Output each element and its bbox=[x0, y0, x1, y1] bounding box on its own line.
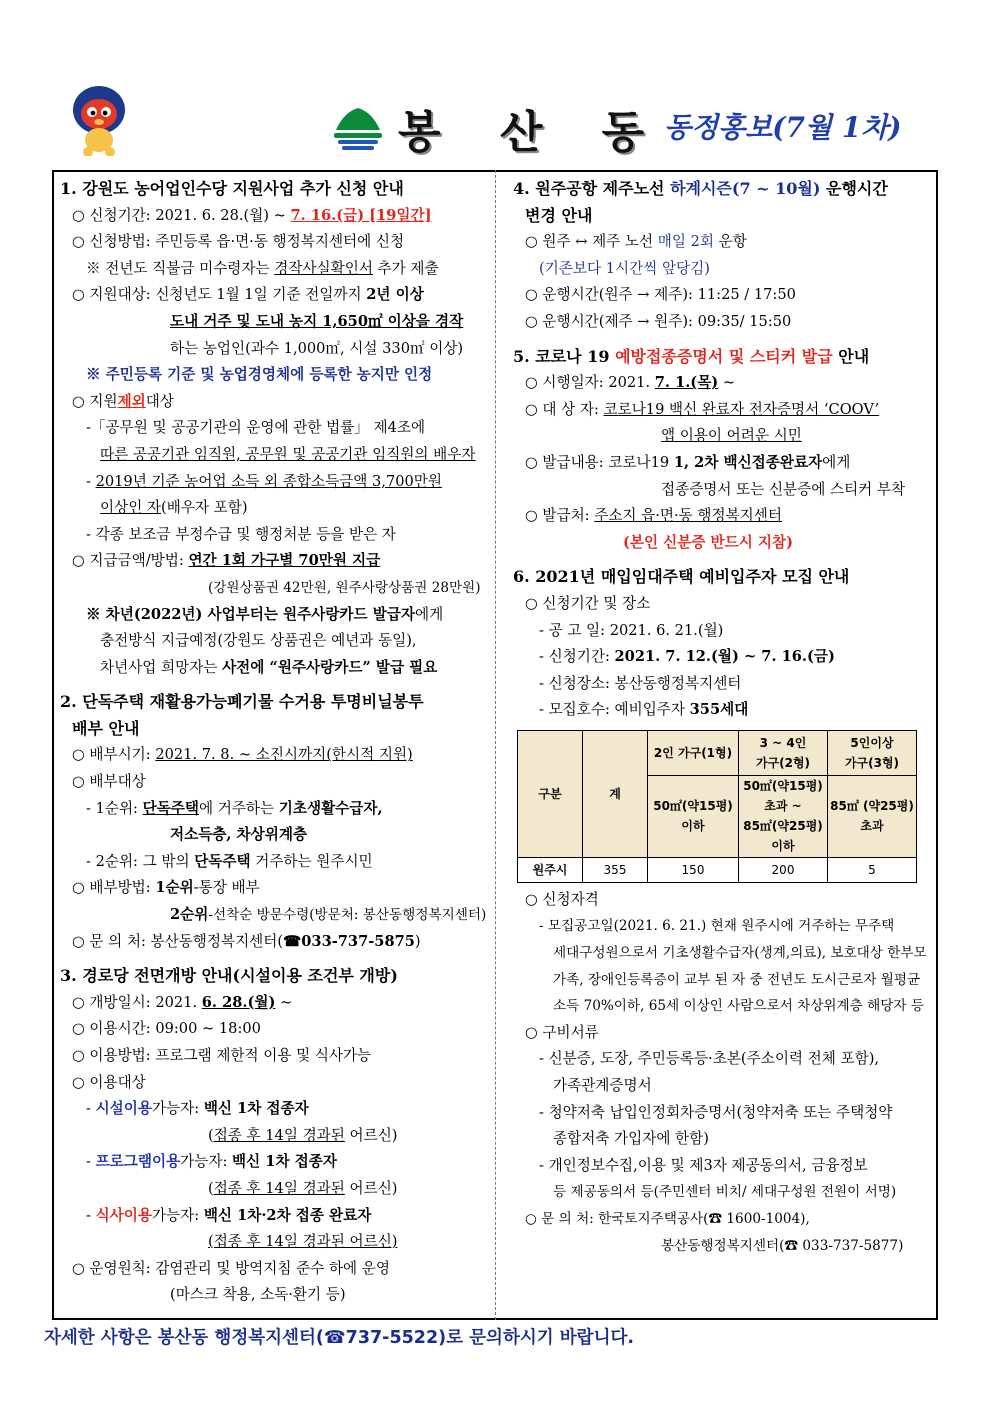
text-run: 접종증명서 또는 신분증에 스티커 부착 bbox=[661, 480, 906, 498]
text-run: 가족관계증명서 bbox=[553, 1077, 652, 1095]
text-run: 저소득층, 차상위계층 bbox=[170, 826, 308, 844]
text-line bbox=[513, 887, 931, 914]
table-header-type2: 3 ~ 4인 가구(2형) bbox=[739, 730, 828, 775]
text-run: 등 제공동의서 등(주민센터 비치/ 세대구성원 전원이 서명) bbox=[553, 1184, 897, 1201]
table-cell-region: 원주시 bbox=[518, 857, 583, 882]
text-run: - 신청장소: 봉산동행정복지센터 bbox=[539, 674, 742, 692]
text-run: 추가 제출 bbox=[372, 259, 439, 277]
text-line bbox=[60, 522, 490, 549]
text-run: ○ 문 의 처: 한국토지주택공사(☎ 1600-1004), bbox=[525, 1211, 810, 1227]
text-run: ○ 배부방법: bbox=[72, 879, 156, 897]
text-run: - 모집호수: 예비입주자 bbox=[539, 701, 690, 719]
text-line bbox=[60, 256, 490, 283]
text-run: ○ 이용방법: 프로그램 제한적 이용 및 식사가능 bbox=[72, 1047, 372, 1064]
text-run: (기존보다 1시간씩 앞당김) bbox=[539, 259, 710, 277]
text-line bbox=[60, 362, 490, 389]
text-run: 6. 2021년 매입임대주택 예비입주자 모집 안내 bbox=[513, 567, 850, 587]
text-line bbox=[60, 1070, 490, 1097]
text-run: - 1순위: bbox=[86, 799, 143, 817]
text-run: 세대구성원으로서 기초생활수급자(생계,의료), 보호대상 한부모 bbox=[553, 945, 927, 962]
text-run: - 청약저축 납입인정회차증명서(청약저축 또는 주택청약 bbox=[539, 1103, 893, 1121]
table-size-type3: 85㎡ (약25평) 초과 bbox=[828, 775, 917, 857]
text-run: ○ 원주 ↔ 제주 노선 bbox=[525, 233, 658, 251]
section-gap bbox=[60, 955, 490, 963]
text-run: 이상인 자 bbox=[100, 499, 162, 517]
text-line bbox=[60, 628, 490, 655]
text-run: - bbox=[86, 1206, 96, 1224]
text-run: ~ bbox=[275, 993, 293, 1011]
text-line bbox=[60, 902, 490, 929]
section-heading bbox=[513, 176, 931, 203]
text-run: 단독주택 bbox=[194, 852, 251, 870]
text-run: - 각종 보조금 부정수급 및 행정처분 등을 받은 자 bbox=[86, 525, 396, 543]
text-run: 1. 강원도 농어업인수당 지원사업 추가 신청 안내 bbox=[60, 179, 404, 198]
text-line bbox=[60, 389, 490, 416]
text-run: ( bbox=[208, 1179, 214, 1197]
text-run: 매일 2회 bbox=[657, 233, 714, 251]
text-line bbox=[513, 309, 931, 336]
table-header-type3: 5인이상 가구(3형) bbox=[828, 730, 917, 775]
text-line bbox=[60, 336, 490, 363]
text-run: (본인 신분증 반드시 지참) bbox=[623, 533, 794, 551]
text-run: 에게 bbox=[822, 453, 851, 471]
text-run: - 공 고 일: 2021. 6. 21.(월) bbox=[539, 621, 724, 639]
text-run: - 2순위: 그 밖의 bbox=[86, 852, 195, 870]
text-line bbox=[60, 1203, 490, 1230]
text-run: 에게 bbox=[415, 605, 444, 623]
table-header-total: 계 bbox=[583, 730, 648, 857]
text-line bbox=[513, 591, 931, 618]
table-header-gubun: 구분 bbox=[518, 730, 583, 857]
section-gap bbox=[60, 681, 490, 689]
text-line bbox=[60, 1282, 490, 1309]
text-run: 시설이용 bbox=[95, 1100, 152, 1118]
text-run: -선착순 방문수령(방문처: 봉산동행정복지센터) bbox=[208, 907, 487, 924]
text-line bbox=[60, 929, 490, 956]
text-line bbox=[513, 282, 931, 309]
text-run: 5. 코로나 19 bbox=[513, 346, 616, 366]
text-run: 에 거주하는 bbox=[199, 799, 279, 817]
text-line bbox=[513, 450, 931, 477]
text-line bbox=[513, 1126, 931, 1153]
text-run: ○ 신청자격 bbox=[525, 890, 599, 908]
text-line bbox=[513, 940, 931, 967]
text-run: ○ 시행일자: 2021. bbox=[525, 374, 655, 392]
text-line bbox=[60, 602, 490, 629]
text-run: ○ 구비서류 bbox=[525, 1023, 599, 1041]
text-run: 백신 1차·2차 접종 완료자 bbox=[203, 1206, 372, 1224]
text-run: ○ 운행시간(원주 → 제주): 11:25 / 17:50 bbox=[525, 286, 796, 304]
text-run: 코로나19 백신 완료자 전자증명서 ‘COOV’ bbox=[603, 400, 880, 418]
page-subtitle: 동정홍보(7월 1차) bbox=[664, 111, 902, 144]
text-run: 예방접종증명서 및 스티커 발급 bbox=[615, 346, 833, 366]
column-divider bbox=[495, 170, 496, 1320]
text-line bbox=[513, 530, 931, 557]
text-line bbox=[60, 1096, 490, 1123]
text-run: 백신 1차 접종자 bbox=[232, 1153, 337, 1171]
text-line bbox=[513, 1046, 931, 1073]
text-line bbox=[513, 370, 931, 397]
text-line bbox=[60, 1256, 490, 1283]
text-run: 거주하는 원주시민 bbox=[250, 852, 373, 870]
section-heading bbox=[60, 689, 490, 716]
text-run: 백신 1차 접종자 bbox=[203, 1100, 309, 1118]
text-line bbox=[60, 203, 490, 230]
text-line bbox=[60, 796, 490, 823]
text-line bbox=[513, 913, 931, 940]
text-line bbox=[60, 442, 490, 469]
text-run: 가족, 장애인등록증이 교부 된 자 중 전년도 도시근로자 월평균 bbox=[553, 971, 921, 988]
right-column-top bbox=[513, 176, 931, 724]
text-run: ○ 발급처: bbox=[525, 507, 595, 525]
text-run: ○ 지원 bbox=[72, 392, 118, 410]
section-gap bbox=[513, 556, 931, 564]
text-run: 2. 단독주택 재활용가능폐기물 수거용 투명비닐봉투 bbox=[60, 692, 424, 712]
text-run: 6. 28.(월) bbox=[201, 993, 276, 1011]
title-wrap bbox=[332, 96, 666, 160]
text-line bbox=[513, 1073, 931, 1100]
text-line bbox=[60, 1149, 490, 1176]
text-run: 3. 경로당 전면개방 안내(시설이용 조건부 개방) bbox=[60, 966, 398, 986]
text-line bbox=[513, 229, 931, 256]
table-header-type1: 2인 가구(1형) bbox=[648, 730, 739, 775]
table-size-type2: 50㎡(약15평) 초과 ~ 85㎡(약25평) 이하 bbox=[739, 775, 828, 857]
text-line bbox=[60, 548, 490, 575]
text-run: 대상 bbox=[145, 392, 174, 410]
text-run: 어르신) bbox=[344, 1126, 398, 1144]
section-heading bbox=[60, 176, 490, 203]
text-run: ○ 문 의 처: 봉산동행정복지센터( bbox=[72, 932, 284, 950]
text-run: ○ 배부시기: bbox=[72, 746, 156, 764]
text-line bbox=[513, 967, 931, 994]
text-run: ※ 주민등록 기준 및 농업경영체에 등록한 농지만 인정 bbox=[86, 366, 433, 384]
text-run: 1순위 bbox=[155, 879, 194, 897]
text-run: 1, 2차 백신접종완료자 bbox=[673, 453, 823, 471]
text-run: 7. 1.(목) bbox=[654, 374, 719, 392]
text-line bbox=[513, 397, 931, 424]
text-run: 하계시즌(7 ~ 10월) bbox=[670, 179, 821, 198]
text-run: 기초생활수급자, bbox=[278, 799, 383, 817]
text-run: - 모집공고일(2021. 6. 21.) 현재 원주시에 거주하는 무주택 bbox=[539, 918, 895, 935]
mascot-icon bbox=[68, 84, 130, 156]
text-run: 차년사업 희망자는 bbox=[100, 658, 223, 676]
text-run: 4. 원주공항 제주노선 bbox=[513, 179, 671, 198]
text-line bbox=[60, 849, 490, 876]
text-run: ○ 운행시간(제주 → 원주): 09:35/ 15:50 bbox=[525, 312, 792, 330]
text-run: ○ 지원대상: 신청년도 1월 1일 기준 전일까지 bbox=[72, 286, 367, 304]
right-column-bottom bbox=[513, 887, 931, 1259]
text-run: 하는 농업인(과수 1,000㎡, 시설 330㎡ 이상) bbox=[170, 339, 464, 357]
text-run: - bbox=[86, 472, 96, 490]
text-line bbox=[513, 1179, 931, 1206]
text-run: 연간 1회 가구별 70만원 지급 bbox=[188, 552, 381, 570]
text-run: 배부 안내 bbox=[72, 718, 140, 738]
text-run: 2021. 7. 12.(월) ~ 7. 16.(금) bbox=[614, 648, 835, 666]
section-heading bbox=[513, 344, 931, 371]
text-run: (마스크 착용, 소독·환기 등) bbox=[170, 1286, 346, 1304]
text-line bbox=[60, 1016, 490, 1043]
text-run: 프로그램이용 bbox=[95, 1153, 181, 1171]
text-run: 운행시간 bbox=[820, 179, 888, 198]
section-heading bbox=[513, 203, 931, 230]
text-run: 앱 이용이 어려운 시민 bbox=[661, 427, 802, 445]
text-run: ) bbox=[414, 932, 421, 950]
text-run: ○ 운영원칙: 감염관리 및 방역지침 준수 하에 운영 bbox=[72, 1259, 390, 1277]
text-run: 사전에 “원주사랑카드” 발급 필요 bbox=[222, 658, 438, 676]
text-run: ○ 발급내용: 코로나19 bbox=[525, 453, 674, 471]
text-run: 봉산동행정복지센터(☎ 033-737-5877) bbox=[661, 1237, 904, 1254]
table-cell-type2: 200 bbox=[739, 857, 828, 882]
mountain-logo-icon bbox=[332, 104, 384, 152]
text-run: 2021. 7. 8. ~ 소진시까지(한시적 지원) bbox=[155, 746, 413, 764]
text-run: 소득 70%이하, 65세 이상인 사람으로서 차상위계층 해당자 등 bbox=[553, 998, 924, 1015]
text-run: ○ 이용대상 bbox=[72, 1073, 146, 1091]
text-run: 가능자: bbox=[151, 1206, 204, 1224]
text-run: 도내 거주 및 도내 농지 1,650㎡ 이상을 경작 bbox=[170, 312, 464, 330]
text-run: (접종 후 14일 경과된 어르신) bbox=[208, 1233, 398, 1251]
text-line bbox=[513, 1020, 931, 1047]
text-line bbox=[513, 503, 931, 530]
text-run: ○ 배부대상 bbox=[72, 773, 146, 791]
table-row bbox=[518, 857, 917, 882]
text-line bbox=[60, 655, 490, 682]
section-heading bbox=[513, 564, 931, 591]
text-run: ※ 차년(2022년) 사업부터는 원주사랑카드 발급자 bbox=[86, 605, 416, 623]
text-run: 단독주택 bbox=[142, 799, 199, 817]
text-run: 어르신) bbox=[344, 1179, 398, 1197]
text-run: ( bbox=[208, 1126, 214, 1144]
text-line bbox=[60, 469, 490, 496]
text-run: ※ 전년도 직불금 미수령자는 bbox=[86, 259, 275, 277]
text-run: ○ 개방일시: 2021. bbox=[72, 993, 202, 1011]
text-line bbox=[60, 229, 490, 256]
text-run: 식사이용 bbox=[95, 1206, 152, 1224]
text-line bbox=[513, 993, 931, 1020]
table-cell-type1: 150 bbox=[648, 857, 739, 882]
text-run: 가능자: bbox=[151, 1100, 204, 1118]
text-run: 355세대 bbox=[689, 701, 749, 719]
text-line bbox=[60, 875, 490, 902]
right-column bbox=[513, 176, 931, 1259]
text-run: - 신분증, 도장, 주민등록등·초본(주소이력 전체 포함), bbox=[539, 1050, 880, 1068]
text-run: ○ 지급금액/방법: bbox=[72, 552, 189, 570]
text-line bbox=[513, 671, 931, 698]
text-run: 안내 bbox=[832, 346, 870, 366]
text-run: - 신청기간: bbox=[539, 648, 615, 666]
text-run: 경작사실확인서 bbox=[274, 259, 373, 277]
text-run: ☎033-737-5875 bbox=[283, 932, 415, 950]
text-line bbox=[513, 618, 931, 645]
section-heading bbox=[60, 963, 490, 990]
text-run: - bbox=[86, 1100, 96, 1118]
text-line bbox=[513, 644, 931, 671]
table-size-type1: 50㎡(약15평) 이하 bbox=[648, 775, 739, 857]
text-line bbox=[60, 495, 490, 522]
page-header bbox=[0, 0, 992, 170]
text-line bbox=[60, 1176, 490, 1203]
text-line bbox=[60, 575, 490, 602]
text-line bbox=[513, 256, 931, 283]
text-run: 주소지 읍·면·동 행정복지센터 bbox=[594, 507, 782, 525]
text-run: - bbox=[86, 1153, 96, 1171]
text-run: 7. 16.(금) [19일간] bbox=[290, 206, 432, 224]
text-run: - 개인정보수집,이용 및 제3자 제공동의서, 금융정보 bbox=[539, 1156, 868, 1174]
text-line bbox=[60, 742, 490, 769]
text-line bbox=[513, 477, 931, 504]
table-cell-total: 355 bbox=[583, 857, 648, 882]
section-heading bbox=[60, 716, 490, 743]
text-run: -「공무원 및 공공기관의 운영에 관한 법률」 제4조에 bbox=[86, 419, 426, 437]
text-line bbox=[513, 423, 931, 450]
text-line bbox=[60, 990, 490, 1017]
text-run: 2순위 bbox=[170, 906, 209, 924]
text-run: (강원상품권 42만원, 원주사랑상품권 28만원) bbox=[208, 579, 481, 596]
text-line bbox=[60, 415, 490, 442]
text-line bbox=[60, 1123, 490, 1150]
text-run: 운항 bbox=[713, 233, 747, 251]
text-run: 접종 후 14일 경과된 bbox=[213, 1179, 345, 1197]
text-run: 접종 후 14일 경과된 bbox=[213, 1126, 345, 1144]
text-line bbox=[60, 822, 490, 849]
text-line bbox=[60, 1043, 490, 1070]
left-column bbox=[60, 176, 490, 1309]
text-run: 2년 이상 bbox=[366, 286, 424, 304]
text-line bbox=[513, 1206, 931, 1233]
text-line bbox=[513, 1153, 931, 1180]
footer-notice: 자세한 사항은 봉산동 행정복지센터(☎737-5522)로 문의하시기 바랍니다. bbox=[44, 1328, 635, 1348]
text-run: -통장 배부 bbox=[193, 879, 260, 897]
text-line bbox=[513, 697, 931, 724]
text-run: ○ 이용시간: 09:00 ~ 18:00 bbox=[72, 1020, 261, 1038]
text-line bbox=[60, 282, 490, 309]
housing-table bbox=[517, 730, 917, 883]
text-run: 변경 안내 bbox=[525, 205, 593, 225]
text-run: ○ 대 상 자: bbox=[525, 400, 604, 418]
text-line bbox=[60, 309, 490, 336]
text-run: ○ 신청방법: 주민등록 읍·면·동 행정복지센터에 신청 bbox=[72, 233, 405, 251]
text-run: 2019년 기준 농어업 소득 외 종합소득금액 3,700만원 bbox=[95, 472, 442, 490]
text-line bbox=[513, 1100, 931, 1127]
text-line bbox=[60, 1229, 490, 1256]
text-run: ~ bbox=[718, 374, 736, 392]
text-run: ○ 신청기간 및 장소 bbox=[525, 594, 651, 612]
text-run: 가능자: bbox=[180, 1153, 233, 1171]
text-run: ○ 신청기간: 2021. 6. 28.(월) ~ bbox=[72, 206, 291, 224]
text-run: 제외 bbox=[117, 392, 146, 410]
text-line bbox=[60, 769, 490, 796]
page-title: 봉 산 동 bbox=[398, 107, 667, 158]
text-run: (배우자 포함) bbox=[161, 499, 248, 517]
table-cell-type3: 5 bbox=[828, 857, 917, 882]
section-gap bbox=[513, 336, 931, 344]
text-run: 충전방식 지급예정(강원도 상품권은 예년과 동일), bbox=[100, 632, 417, 650]
text-line bbox=[513, 1233, 931, 1260]
text-run: 종합저축 가입자에 한함) bbox=[553, 1130, 709, 1148]
text-run: 따른 공공기관 임직원, 공무원 및 공공기관 임직원의 배우자 bbox=[100, 445, 476, 463]
